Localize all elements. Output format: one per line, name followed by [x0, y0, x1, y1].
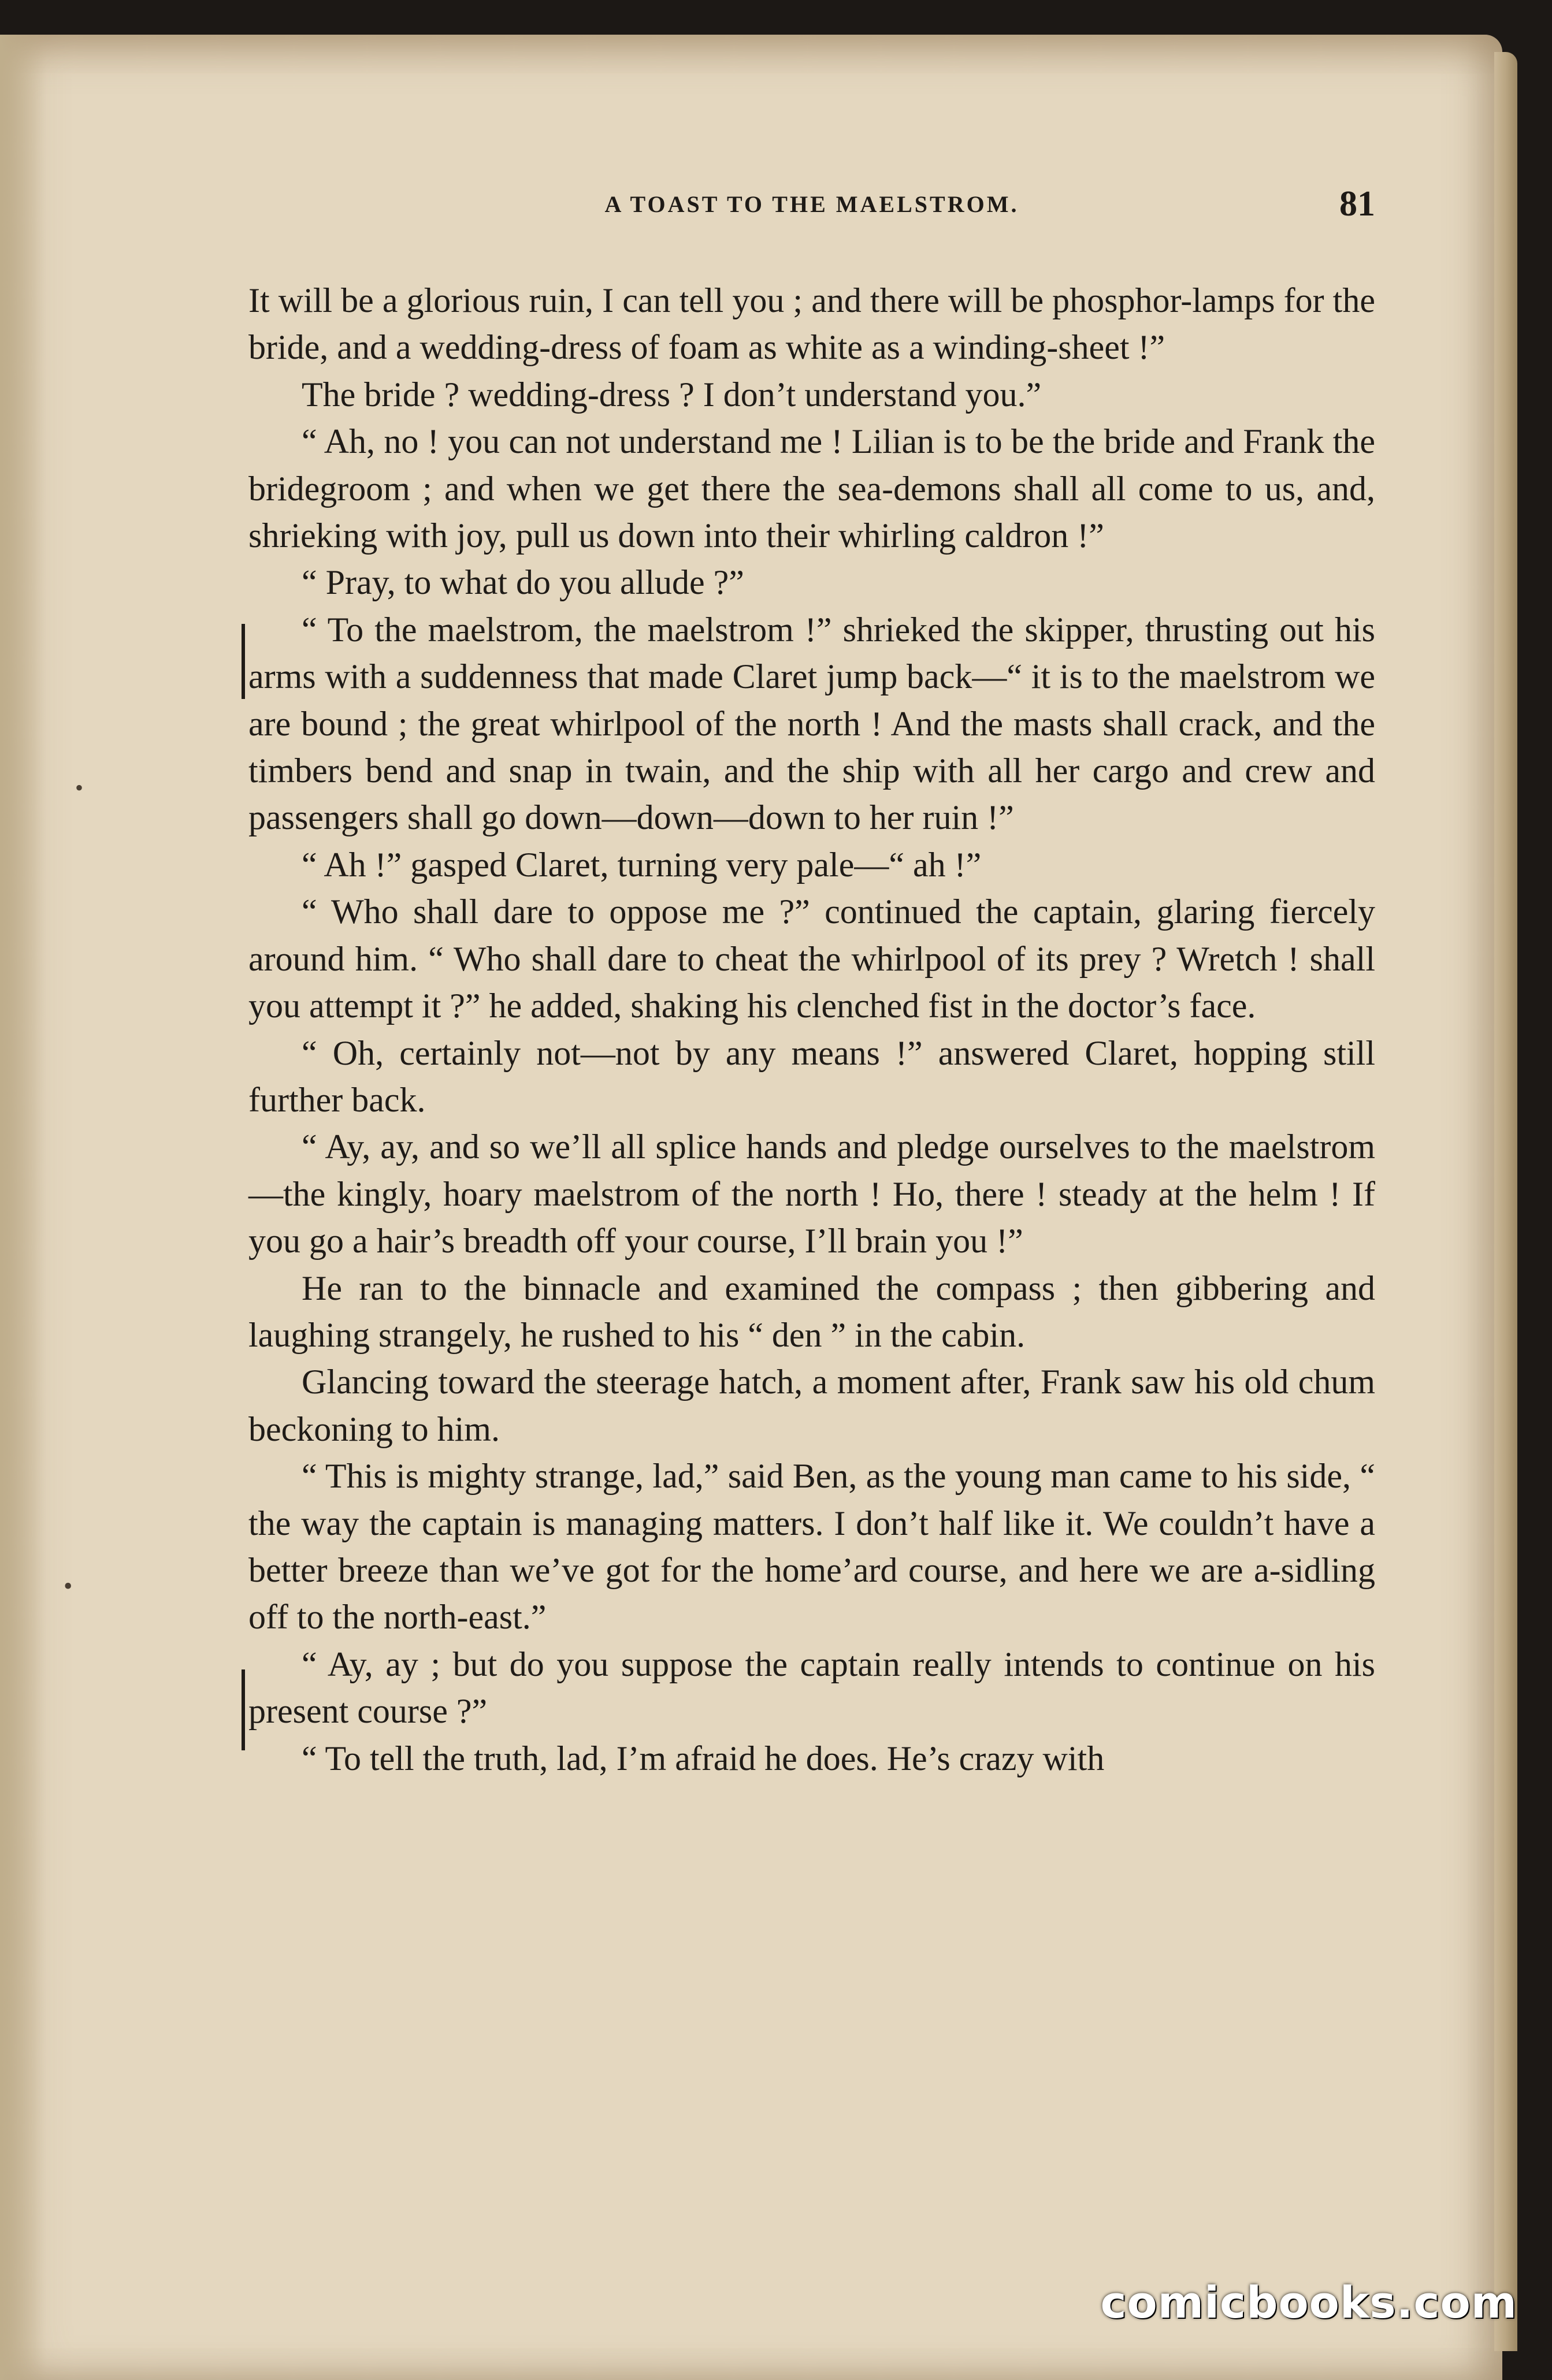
paragraph: “ Ah, no ! you can not understand me ! Lilian is to be the bride and Frank the bridegroom ; and when we get there the sea-demons shall all come to us, and, shrieking with joy, pull us down into their whirling caldron !”: [248, 422, 1375, 555]
site-watermark-logo: comicbooks.com: [1100, 2277, 1517, 2328]
page-number: 81: [1339, 184, 1375, 224]
paragraph: “ Pray, to what do you allude ?”: [302, 563, 744, 602]
paragraph: “ Ay, ay ; but do you suppose the captain really intends to continue on his present course ?”: [248, 1645, 1375, 1731]
margin-smudge-mark: •: [64, 1572, 73, 1600]
paragraph: “ Ah !” gasped Claret, turning very pale—“ ah !”: [302, 845, 982, 884]
paragraph: He ran to the binnacle and examined the compass ; then gibbering and laughing strangely, he rushed to his “ den ” in the cabin.: [248, 1269, 1375, 1354]
margin-smudge-mark: •: [75, 775, 84, 801]
paragraph: Glancing toward the steerage hatch, a moment after, Frank saw his old chum beckoning to him.: [248, 1363, 1375, 1448]
paragraph: “ Ay, ay, and so we’ll all splice hands and pledge ourselves to the maelstrom—the kingly, hoary maelstrom of the north ! Ho, there ! steady at the helm ! If you go a hair’s breadth off your course, I’ll brain you !”: [248, 1128, 1375, 1260]
margin-bracket-lower: [242, 1669, 245, 1750]
paragraph: “ To tell the truth, lad, I’m afraid he does. He’s crazy with: [302, 1739, 1105, 1777]
paragraph: “ Who shall dare to oppose me ?” continued the captain, glaring fiercely around him. “ Who shall dare to cheat the whirlpool of its prey ? Wretch ! shall you attempt it ?” he added, shaking his clenched fist in the doctor’s face.: [248, 892, 1375, 1025]
paragraph: “ Oh, certainly not—not by any means !” answered Claret, hopping still further back.: [248, 1033, 1375, 1119]
page-edge: [1494, 52, 1517, 2351]
paragraph: “ This is mighty strange, lad,” said Ben, as the young man came to his side, “ the way the captain is managing matters. I don’t half like it. We couldn’t have a better breeze than we’ve got for the home’ard course, and here we are a-sidling off to the north-east.”: [248, 1457, 1375, 1637]
running-title: A TOAST TO THE MAELSTROM.: [604, 191, 1019, 217]
page-header: [248, 184, 1375, 237]
paragraph: The bride ? wedding-dress ? I don’t understand you.”: [302, 375, 1042, 414]
margin-bracket-upper: [242, 624, 245, 699]
paragraph: It will be a glorious ruin, I can tell you ; and there will be phosphor-lamps for the bride, and a wedding-dress of foam as white as a winding-sheet !”: [248, 281, 1375, 367]
paragraph: “ To the maelstrom, the maelstrom !” shrieked the skipper, thrusting out his arms with a suddenness that made Claret jump back—“ it is to the maelstrom we are bound ; the great whirlpool of the north ! And the masts shall crack, and the timbers bend and snap in twain, and the ship with all her cargo and crew and passengers shall go down—down—down to her ruin !”: [248, 610, 1375, 837]
body-text: [248, 277, 1375, 1782]
page-gutter-shadow: [0, 35, 46, 2380]
